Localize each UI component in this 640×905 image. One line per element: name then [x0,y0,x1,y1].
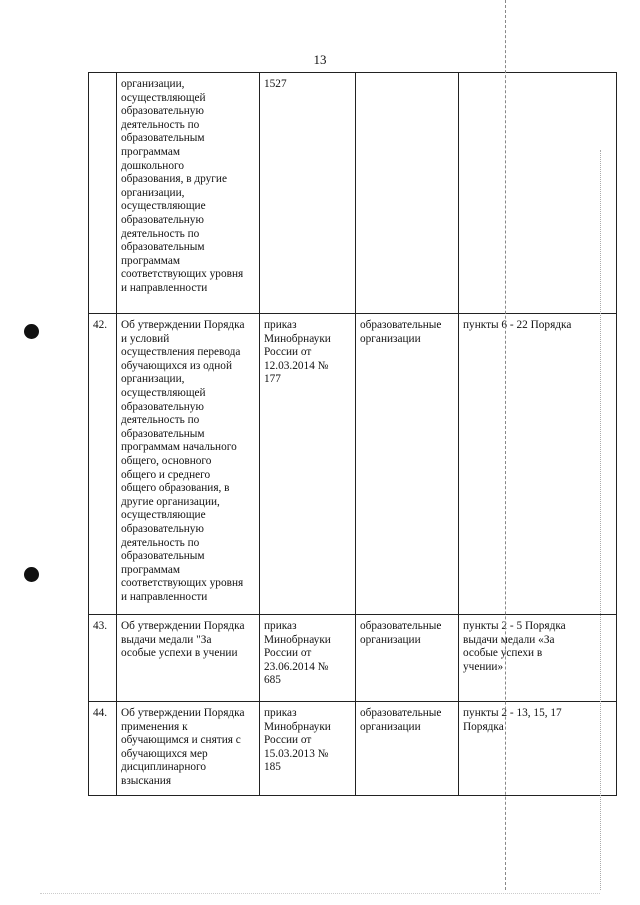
row-subject: образовательные организации [356,615,459,702]
punch-hole-mark [24,324,39,339]
row-subject: образовательные организации [356,314,459,615]
row-subject: образовательные организации [356,702,459,796]
row-subject [356,73,459,314]
row-document: приказ Минобрнауки России от 15.03.2013 № 185 [260,702,356,796]
row-number: 43. [89,615,117,702]
row-title: Об утверждении Порядка применения к обучающимся и снятия с обучающихся мер дисциплинарного взыскания [117,702,260,796]
row-number [89,73,117,314]
table-row [89,615,617,702]
row-document: приказ Минобрнауки России от 12.03.2014 № 177 [260,314,356,615]
row-points: пункты 2 - 13, 15, 17 Порядка [459,702,617,796]
row-points [459,73,617,314]
row-document: приказ Минобрнауки России от 23.06.2014 № 685 [260,615,356,702]
row-document: 1527 [260,73,356,314]
scan-artifact-line [505,0,506,890]
row-points: пункты 6 - 22 Порядка [459,314,617,615]
page-number: 13 [313,52,327,67]
row-points: пункты 2 - 5 Порядка выдачи медали «За особые успехи в учении» [459,615,617,702]
punch-hole-mark [24,567,39,582]
scan-artifact-bottom [40,893,600,894]
row-title: организации, осуществляющей образовательную деятельность по образовательным программам дошкольного образования, в другие организации, осуществляющие образовательную деятельность по образовательным программам соответствующих уровня и направленности [117,73,260,314]
table-row [89,73,617,314]
table-row [89,314,617,615]
row-number: 42. [89,314,117,615]
regulations-table [88,72,617,796]
row-number: 44. [89,702,117,796]
scan-artifact-edge [600,150,601,890]
row-title: Об утверждении Порядка выдачи медали "За особые успехи в учении [117,615,260,702]
row-title: Об утверждении Порядка и условий осуществления перевода обучающихся из одной организации, осуществляющей образовательную деятельность по образовательным программам начального общего, основного общего и среднего общего образования, в другие организации, осуществляющие образовательную деятельность по образовательным программам соответствующих уровня и направленности [117,314,260,615]
table-row [89,702,617,796]
